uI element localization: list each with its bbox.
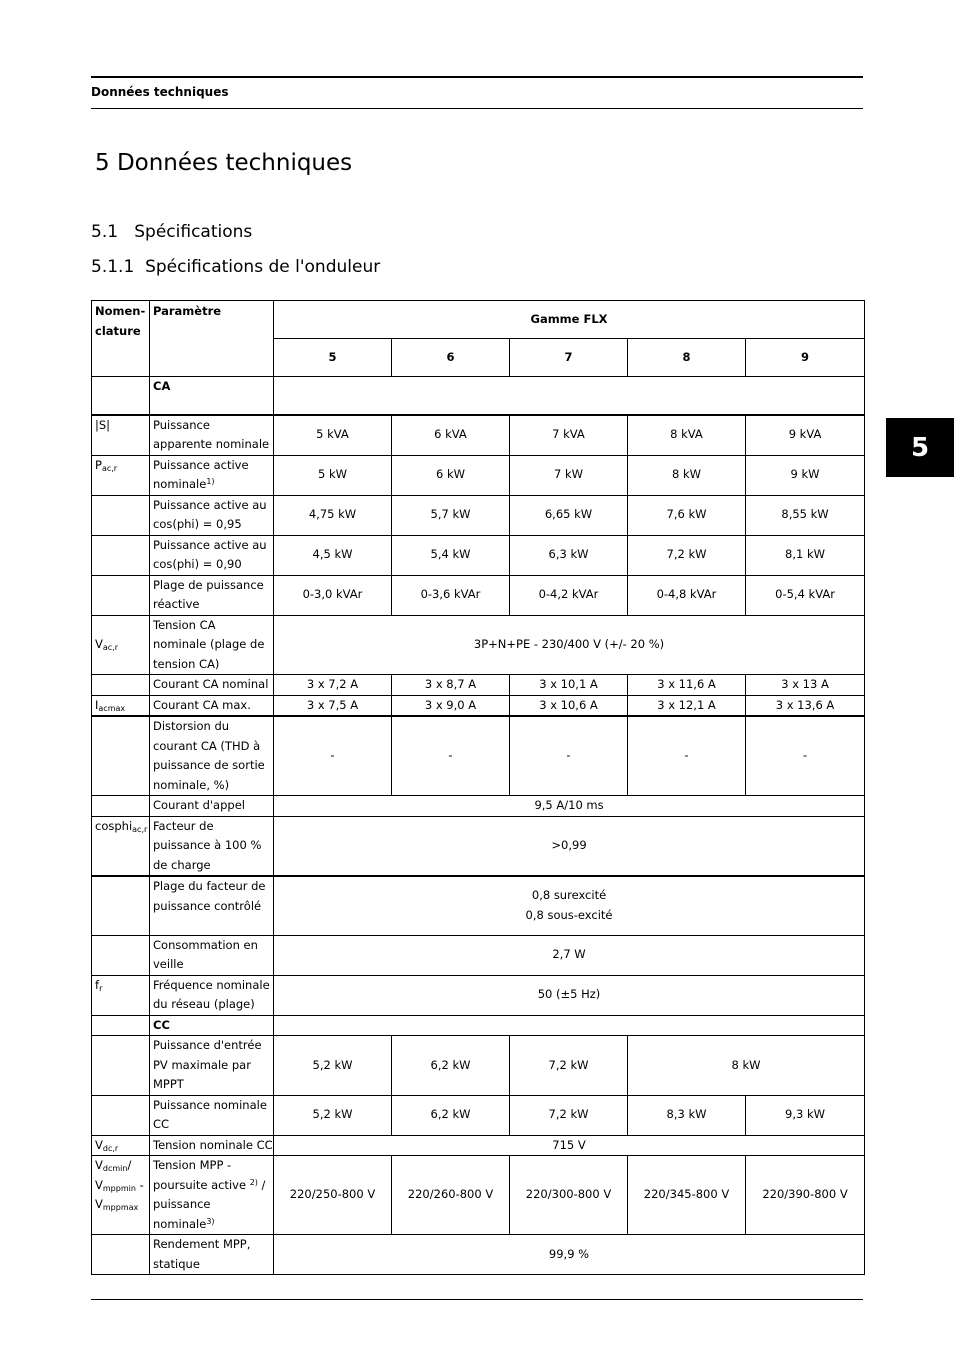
value-cell: - <box>510 716 628 796</box>
value-cell: 7 kW <box>510 455 628 495</box>
value-cell: 220/250-800 V <box>274 1156 392 1235</box>
param-vdc: Tension nominale CC <box>150 1135 274 1156</box>
value-cell: 6,2 kW <box>392 1095 510 1135</box>
chapter-tab: 5 <box>886 418 954 477</box>
value-cell: - <box>746 716 865 796</box>
value-cell: 5,4 kW <box>392 535 510 575</box>
sym-vmpp: $V_{dcmin}/$ $V_{mppmin}$ - $V_{mppmax}$ <box>92 1156 150 1235</box>
sym-fr: $f_r$ <box>92 975 150 1015</box>
col-header-range: Gamme FLX <box>274 301 865 339</box>
section-row-dc <box>92 1015 865 1036</box>
footer-rule <box>91 1299 863 1300</box>
model-5: 5 <box>274 339 392 377</box>
value-cell: 5,2 kW <box>274 1095 392 1135</box>
value-cell: >0,99 <box>274 816 865 876</box>
value-cell: 220/390-800 V <box>746 1156 865 1235</box>
value-cell: 220/260-800 V <box>392 1156 510 1235</box>
sym-s: |S| <box>92 415 150 456</box>
sym-vdc: $V_{dc,r}$ <box>92 1135 150 1156</box>
value-cell: 6 kVA <box>392 415 510 456</box>
value-cell: 8,55 kW <box>746 495 865 535</box>
value-cell: 7,2 kW <box>628 535 746 575</box>
value-cell: 220/345-800 V <box>628 1156 746 1235</box>
param-inrush: Courant d'appel <box>150 796 274 817</box>
param-iac-nom: Courant CA nominal <box>150 675 274 696</box>
model-8: 8 <box>628 339 746 377</box>
model-6: 6 <box>392 339 510 377</box>
value-cell: 2,7 W <box>274 935 865 975</box>
param-standby: Consommation en veille <box>150 935 274 975</box>
value-cell: 3 x 13 A <box>746 675 865 696</box>
value-cell: 5,2 kW <box>274 1036 392 1096</box>
param-pf-range: Plage du facteur de puissance contrôlé <box>150 876 274 935</box>
table-row <box>92 575 865 615</box>
table-row <box>92 1135 865 1156</box>
section-label-dc: CC <box>150 1015 274 1036</box>
table-row <box>92 935 865 975</box>
value-cell: 3 x 10,6 A <box>510 695 628 716</box>
sym-vac: $V_{ac,r}$ <box>92 615 150 675</box>
value-cell: 6,3 kW <box>510 535 628 575</box>
value-cell: 0-5,4 kVAr <box>746 575 865 615</box>
value-cell: - <box>274 716 392 796</box>
value-cell: 5 kVA <box>274 415 392 456</box>
col-header-parameter: Paramètre <box>150 301 274 377</box>
value-cell: 220/300-800 V <box>510 1156 628 1235</box>
value-cell: 9,3 kW <box>746 1095 865 1135</box>
value-cell: 3 x 7,2 A <box>274 675 392 696</box>
table-row <box>92 716 865 796</box>
cell-empty <box>274 377 865 415</box>
cell-empty <box>92 1015 150 1036</box>
table-row <box>92 816 865 876</box>
value-cell: 6 kW <box>392 455 510 495</box>
param-pv-max: Puissance d'entrée PV maximale par MPPT <box>150 1036 274 1096</box>
value-cell: 0-3,6 kVAr <box>392 575 510 615</box>
cell-empty <box>92 575 150 615</box>
value-cell: 9,5 A/10 ms <box>274 796 865 817</box>
cell-empty <box>92 1036 150 1096</box>
table-row <box>92 1036 865 1096</box>
table-row <box>92 876 865 935</box>
value-cell: 7,6 kW <box>628 495 746 535</box>
param-cosphi: Facteur de puissance à 100 % de charge <box>150 816 274 876</box>
cell-empty <box>92 495 150 535</box>
value-cell: 0-3,0 kVAr <box>274 575 392 615</box>
value-cell: 4,5 kW <box>274 535 392 575</box>
cell-empty <box>92 716 150 796</box>
param-reactive-range: Plage de puissance réactive <box>150 575 274 615</box>
param-vac: Tension CA nominale (plage de tension CA) <box>150 615 274 675</box>
subsection-title: 5.1.1 Spécifications de l'onduleur <box>91 257 381 277</box>
value-cell: 3 x 9,0 A <box>392 695 510 716</box>
value-cell: 3P+N+PE - 230/400 V (+/- 20 %) <box>274 615 865 675</box>
value-cell: 8 kW <box>628 455 746 495</box>
value-cell: 3 x 10,1 A <box>510 675 628 696</box>
table-row <box>92 535 865 575</box>
param-iac-max: Courant CA max. <box>150 695 274 716</box>
value-cell: 0,8 surexcité 0,8 sous-excité <box>274 876 865 935</box>
sym-cosphi: cosphi$_{ac,r}$ <box>92 816 150 876</box>
value-cell: 9 kW <box>746 455 865 495</box>
table-row <box>92 615 865 675</box>
inverter-spec-table <box>91 300 865 1275</box>
value-cell: 99,9 % <box>274 1235 865 1275</box>
section-title: 5.1 Spécifications <box>91 222 253 242</box>
cell-empty <box>92 796 150 817</box>
value-cell: 5,7 kW <box>392 495 510 535</box>
value-cell: - <box>392 716 510 796</box>
param-pdc-nom: Puissance nominale CC <box>150 1095 274 1135</box>
value-cell: 3 x 8,7 A <box>392 675 510 696</box>
value-cell: 8,1 kW <box>746 535 865 575</box>
chapter-title: 5 Données techniques <box>95 150 353 176</box>
table-row <box>92 1235 865 1275</box>
value-cell: 5 kW <box>274 455 392 495</box>
param-frequency: Fréquence nominale du réseau (plage) <box>150 975 274 1015</box>
col-header-nomenclature: Nomen-clature <box>92 301 150 377</box>
cell-empty <box>92 675 150 696</box>
table-row <box>92 975 865 1015</box>
model-7: 7 <box>510 339 628 377</box>
value-cell: 3 x 11,6 A <box>628 675 746 696</box>
param-thd: Distorsion du courant CA (THD à puissance de sortie nominale, %) <box>150 716 274 796</box>
value-cell: 8 kW <box>628 1036 865 1096</box>
cell-empty <box>92 1235 150 1275</box>
table-row <box>92 495 865 535</box>
param-mpp-eff: Rendement MPP, statique <box>150 1235 274 1275</box>
cell-empty <box>92 935 150 975</box>
section-row-ac <box>92 377 865 415</box>
value-cell: 3 x 12,1 A <box>628 695 746 716</box>
value-cell: 8,3 kW <box>628 1095 746 1135</box>
value-cell: 8 kVA <box>628 415 746 456</box>
value-cell: 3 x 13,6 A <box>746 695 865 716</box>
value-cell: 715 V <box>274 1135 865 1156</box>
param-mpp: Tension MPP - poursuite active $^{2)}$ / puissance nominale$^{3)}$ <box>150 1156 274 1235</box>
table-row <box>92 1095 865 1135</box>
value-cell: 0-4,8 kVAr <box>628 575 746 615</box>
value-cell: 0-4,2 kVAr <box>510 575 628 615</box>
cell-empty <box>274 1015 865 1036</box>
param-p095: Puissance active au cos(phi) = 0,95 <box>150 495 274 535</box>
cell-empty <box>92 1095 150 1135</box>
table-row <box>92 675 865 696</box>
table-row <box>92 415 865 456</box>
param-p090: Puissance active au cos(phi) = 0,90 <box>150 535 274 575</box>
value-cell: 7,2 kW <box>510 1036 628 1096</box>
section-label-ac: CA <box>150 377 274 415</box>
table-header-row <box>92 301 865 339</box>
cell-empty <box>92 876 150 935</box>
cell-empty <box>92 535 150 575</box>
value-cell: 6,65 kW <box>510 495 628 535</box>
param-apparent-power: Puissance apparente nominale <box>150 415 274 456</box>
value-cell: 3 x 7,5 A <box>274 695 392 716</box>
table-row <box>92 695 865 716</box>
header-rule-bottom <box>91 108 863 109</box>
value-cell: 7,2 kW <box>510 1095 628 1135</box>
sym-pac: $P_{ac,r}$ <box>92 455 150 495</box>
table-row <box>92 455 865 495</box>
table-row <box>92 1156 865 1235</box>
sym-iacmax: $I_{acmax}$ <box>92 695 150 716</box>
value-cell: 50 (±5 Hz) <box>274 975 865 1015</box>
value-cell: 6,2 kW <box>392 1036 510 1096</box>
header-rule-top <box>91 76 863 78</box>
value-cell: 4,75 kW <box>274 495 392 535</box>
value-cell: 9 kVA <box>746 415 865 456</box>
model-9: 9 <box>746 339 865 377</box>
value-cell: - <box>628 716 746 796</box>
table-row <box>92 796 865 817</box>
value-cell: 7 kVA <box>510 415 628 456</box>
cell-empty <box>92 377 150 415</box>
param-active-power: Puissance active nominale$^{1)}$ <box>150 455 274 495</box>
running-header: Données techniques <box>91 85 229 99</box>
